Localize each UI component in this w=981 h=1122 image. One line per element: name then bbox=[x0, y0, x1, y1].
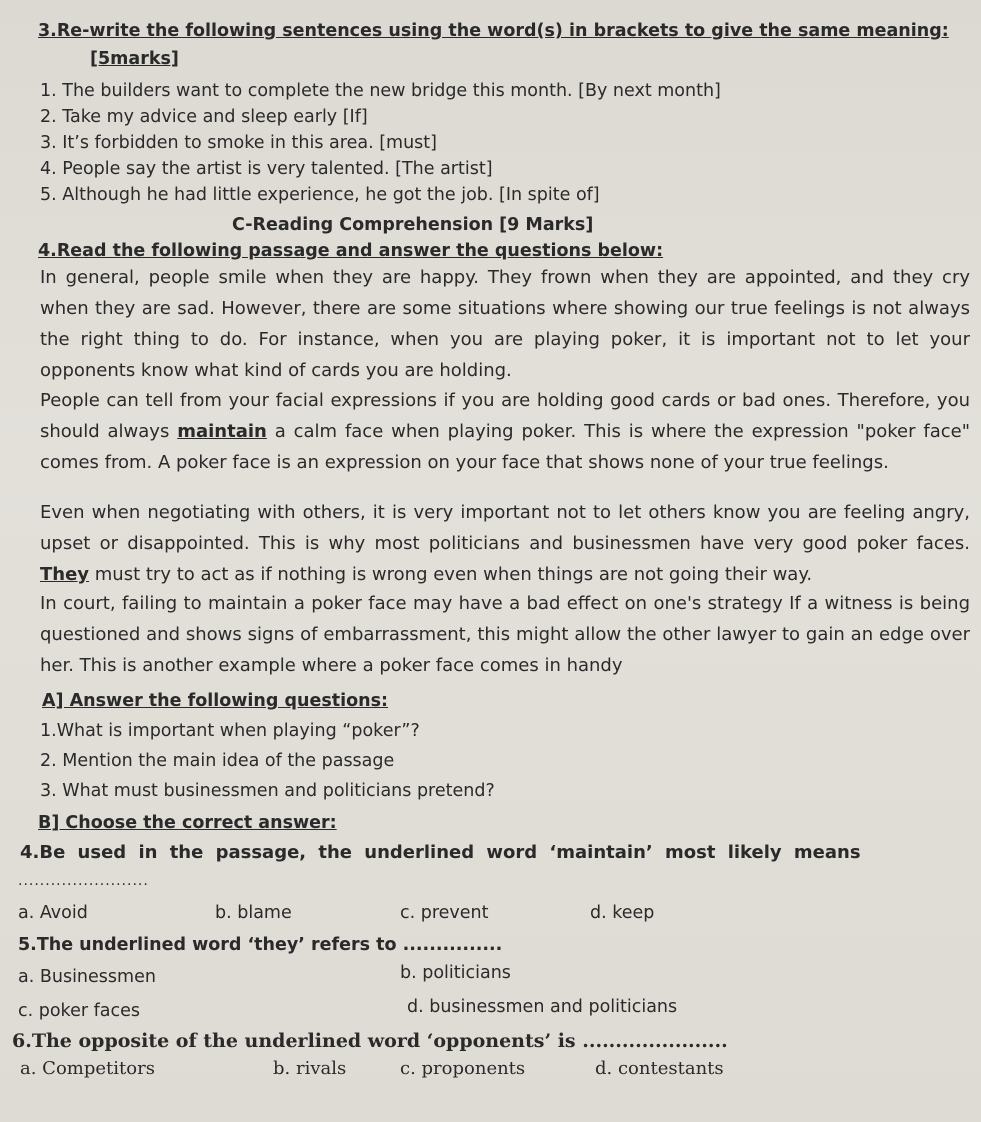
section3-marks: [5marks] bbox=[90, 49, 179, 69]
q4-option-c: c. prevent bbox=[400, 903, 489, 923]
q4-option-a: a. Avoid bbox=[18, 903, 88, 923]
question-6: 6.The opposite of the underlined word ‘opponents’ is ...................... bbox=[12, 1030, 728, 1052]
q6-option-d: d. contestants bbox=[595, 1058, 724, 1079]
rewrite-item-4: 4. People say the artist is very talented. [The artist] bbox=[40, 159, 493, 179]
passage-paragraph-3 bbox=[40, 497, 970, 590]
q4-option-d: d. keep bbox=[590, 903, 655, 923]
rewrite-item-3: 3. It’s forbidden to smoke in this area. [must] bbox=[40, 133, 437, 153]
q5-option-a: a. Businessmen bbox=[18, 967, 156, 987]
reading-title: C-Reading Comprehension [9 Marks] bbox=[232, 215, 594, 235]
question-2: 2. Mention the main idea of the passage bbox=[40, 751, 395, 771]
passage-paragraph-1: In general, people smile when they are happy. They frown when they are appointed, and they cry when they are sad. However, there are some situations where showing our true feelings is not always the right thing to do. For instance, when you are playing poker, it is important not to let your opponents know what kind of cards you are holding. bbox=[40, 267, 970, 381]
passage-paragraph-2 bbox=[40, 385, 970, 478]
rewrite-item-1: 1. The builders want to complete the new bridge this month. [By next month] bbox=[40, 81, 721, 101]
q5-option-d: d. businessmen and politicians bbox=[407, 997, 678, 1017]
rewrite-item-2: 2. Take my advice and sleep early [If] bbox=[40, 107, 368, 127]
reading-instruction: 4.Read the following passage and answer the questions below: bbox=[38, 241, 664, 261]
q6-option-c: c. proponents bbox=[400, 1058, 526, 1079]
q5-option-c: c. poker faces bbox=[18, 1001, 140, 1021]
rewrite-item-5: 5. Although he had little experience, he got the job. [In spite of] bbox=[40, 185, 600, 205]
question-4-blank: ........................ bbox=[18, 873, 149, 889]
p2-text-after: a calm face when playing poker. This is where the expression "poker face" comes from. A poker face is an expression on your face that shows none of your true feelings. bbox=[40, 421, 971, 473]
q6-option-a: a. Competitors bbox=[20, 1058, 155, 1079]
p3-text-after: must try to act as if nothing is wrong even when things are not going their way. bbox=[89, 564, 813, 585]
underlined-word-maintain: maintain bbox=[177, 421, 267, 442]
q5-option-b: b. politicians bbox=[400, 963, 511, 983]
p2-text-before: People can tell from your facial expressions if you are holding good cards or bad ones. Therefore, you should always bbox=[40, 390, 970, 442]
section3-heading: 3.Re-write the following sentences using the word(s) in brackets to give the same meaning: bbox=[38, 21, 949, 41]
question-5: 5.The underlined word ‘they’ refers to ............... bbox=[18, 935, 503, 955]
question-4: 4.Be used in the passage, the underlined word ‘maintain’ most likely means bbox=[20, 842, 861, 863]
underlined-word-they: They bbox=[40, 564, 90, 585]
q4-option-b: b. blame bbox=[215, 903, 292, 923]
question-3: 3. What must businessmen and politicians pretend? bbox=[40, 781, 495, 801]
part-b-heading: B] Choose the correct answer: bbox=[38, 813, 337, 833]
p3-text-before: Even when negotiating with others, it is very important not to let others know you are feeling angry, upset or disappointed. This is why most politicians and businessmen have very good poker faces. bbox=[40, 502, 970, 554]
passage-paragraph-4: In court, failing to maintain a poker face may have a bad effect on one's strategy If a witness is being questioned and shows signs of embarrassment, this might allow the other lawyer to gain an edge over her. This is another example where a poker face comes in handy bbox=[40, 593, 970, 676]
part-a-heading: A] Answer the following questions: bbox=[42, 691, 389, 711]
q6-option-b: b. rivals bbox=[273, 1058, 347, 1079]
question-1: 1.What is important when playing “poker”? bbox=[40, 721, 420, 741]
